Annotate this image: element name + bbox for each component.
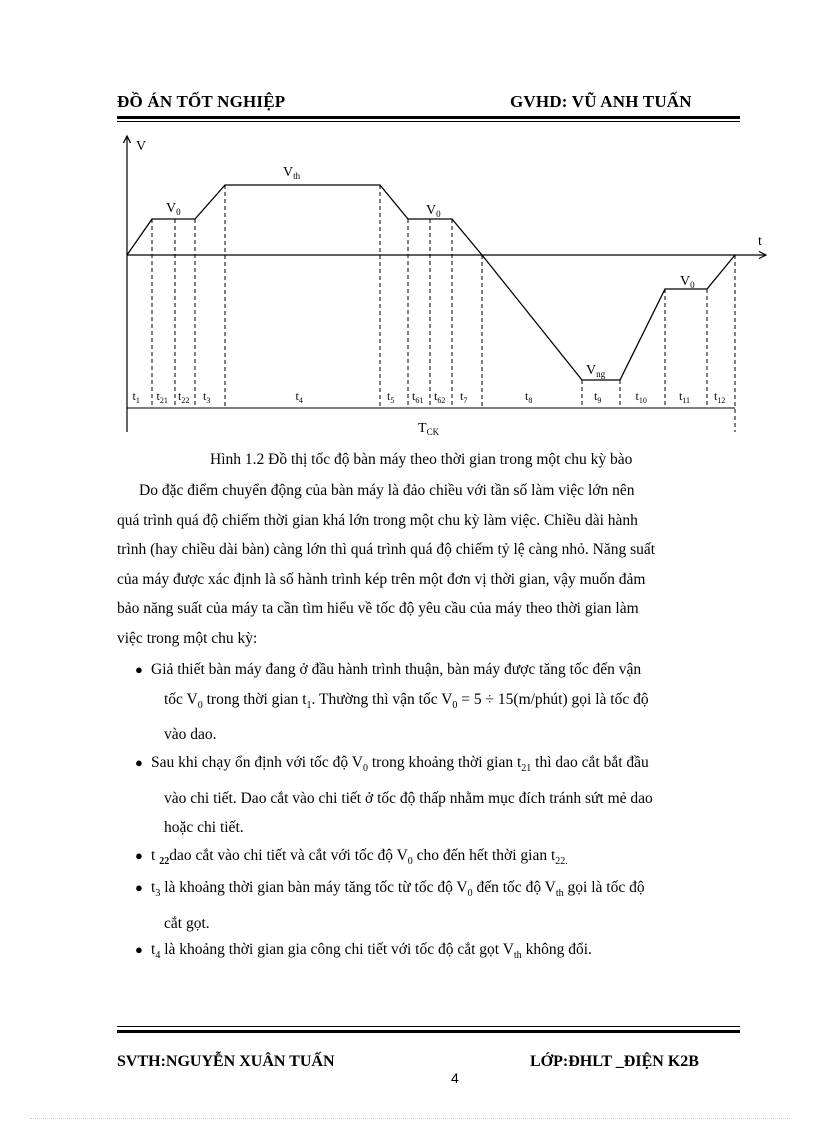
t-axis-label: t — [758, 234, 762, 249]
bullet-text: $t_4$ là khoảng thời gian gia công chi tiết với tốc độ cắt gọt $V_{th}$ không đổi. — [151, 941, 592, 962]
paragraph-line: việc trong một chu kỳ: — [117, 629, 258, 647]
label-v0-middle: $V_0$ — [426, 203, 441, 219]
bullet-text: Giả thiết bàn máy đang ở đầu hành trình thuận, bàn máy được tăng tốc đến vận — [151, 661, 642, 678]
bullet-t3 — [135, 873, 735, 938]
v-axis-label: V — [136, 139, 147, 154]
bullet-t22 — [135, 841, 735, 877]
footer-class: LỚP:ĐHLT _ĐIỆN K2B — [530, 1053, 699, 1070]
speed-time-diagram — [0, 0, 816, 450]
bullet-text: vào chi tiết. Dao cắt vào chi tiết ở tốc độ thấp nhằm mục đích tránh sứt mẻ dao — [164, 789, 653, 807]
footer-rule-thick — [117, 1030, 740, 1033]
bullet-text: tốc $V_0$ trong thời gian $t_1$. Thường thì vận tốc $V_0 = 5$ ÷ 15(m/phút) gọi là tốc độ — [164, 690, 649, 711]
bullet-text: t $_{22}$dao cắt vào chi tiết và cắt với tốc độ $V_0$ cho đến hết thời gian $t_{22.}$ — [151, 847, 568, 868]
paragraph-line: bảo năng suất của máy ta cần tìm hiểu về tốc độ yêu cầu của máy theo thời gian làm — [117, 600, 639, 617]
label-v0-right: $V_0$ — [680, 274, 695, 290]
bullet-text: hoặc chi tiết. — [164, 819, 244, 837]
label-v0-left: $V_0$ — [166, 201, 181, 217]
time-markers — [152, 185, 735, 432]
footer-rule-thin — [117, 1026, 740, 1027]
interval-label-t5: $t_5$ — [387, 389, 395, 405]
bullet-dot-icon: ● — [135, 755, 143, 770]
bullet-dot-icon: ● — [135, 848, 143, 863]
bullet-t4 — [135, 935, 735, 971]
bullet-dot-icon: ● — [135, 942, 143, 957]
interval-label-t22: $t_{22}$ — [178, 389, 190, 405]
bullet-text: $t_3$ là khoảng thời gian bàn máy tăng tốc từ tốc độ $V_0$ đến tốc độ $V_{th}$ gọi là tốc độ — [151, 879, 645, 900]
interval-labels — [133, 389, 726, 405]
interval-label-t8: $t_8$ — [525, 389, 533, 405]
bullet-text: vào dao. — [164, 726, 217, 744]
label-vth: $V_{th}$ — [283, 165, 301, 181]
paragraph-line: trình (hay chiều dài bàn) càng lớn thì quá trình quá độ chiếm tỷ lệ càng nhỏ. Năng suất — [117, 541, 656, 558]
page-number: 4 — [451, 1070, 459, 1086]
paragraph-line: Do đặc điểm chuyển động của bàn máy là đảo chiều với tần số làm việc lớn nên — [139, 482, 635, 499]
page-edge-dotted-line — [30, 1118, 790, 1119]
figure-caption: Hình 1.2 Đồ thị tốc độ bàn máy theo thời gian trong một chu kỳ bào — [210, 451, 633, 468]
bullet-acceleration — [135, 655, 735, 750]
header-advisor: GVHD: VŨ ANH TUẤN — [510, 92, 692, 111]
interval-label-t9: $t_9$ — [594, 389, 602, 405]
bullet-text: Sau khi chạy ổn định với tốc độ $V_0$ trong khoảng thời gian $t_{21}$ thì dao cắt bắt đầu — [151, 754, 649, 775]
cycle-period-label: $T_{CK}$ — [418, 421, 440, 437]
interval-label-t10: $t_{10}$ — [635, 389, 647, 405]
interval-label-t62: $t_{62}$ — [434, 389, 446, 405]
body-paragraph — [117, 476, 740, 653]
paragraph-line: quá trình quá độ chiếm thời gian khá lớn trong một chu kỳ làm việc. Chiều dài hành — [117, 511, 638, 529]
interval-label-t12: $t_{12}$ — [714, 389, 726, 405]
interval-label-t11: $t_{11}$ — [679, 389, 691, 405]
paragraph-line: của máy được xác định là số hành trình kép trên một đơn vị thời gian, vậy muốn đảm — [117, 570, 646, 588]
interval-label-t21: $t_{21}$ — [156, 389, 168, 405]
bullet-dot-icon: ● — [135, 880, 143, 895]
interval-label-t4: $t_4$ — [295, 389, 303, 405]
bullet-steady-entry — [135, 748, 735, 843]
interval-label-t1: $t_1$ — [132, 389, 140, 405]
label-vng: $V_{ng}$ — [586, 363, 606, 379]
header-project-title: ĐỒ ÁN TỐT NGHIỆP — [117, 92, 286, 111]
bullet-text: cắt gọt. — [164, 914, 210, 932]
interval-label-t7: $t_7$ — [460, 389, 468, 405]
interval-label-t61: $t_{61}$ — [412, 389, 424, 405]
interval-label-t3: $t_3$ — [203, 389, 211, 405]
bullet-dot-icon: ● — [135, 662, 143, 677]
footer-student: SVTH:NGUYỄN XUÂN TUẤN — [117, 1053, 335, 1070]
